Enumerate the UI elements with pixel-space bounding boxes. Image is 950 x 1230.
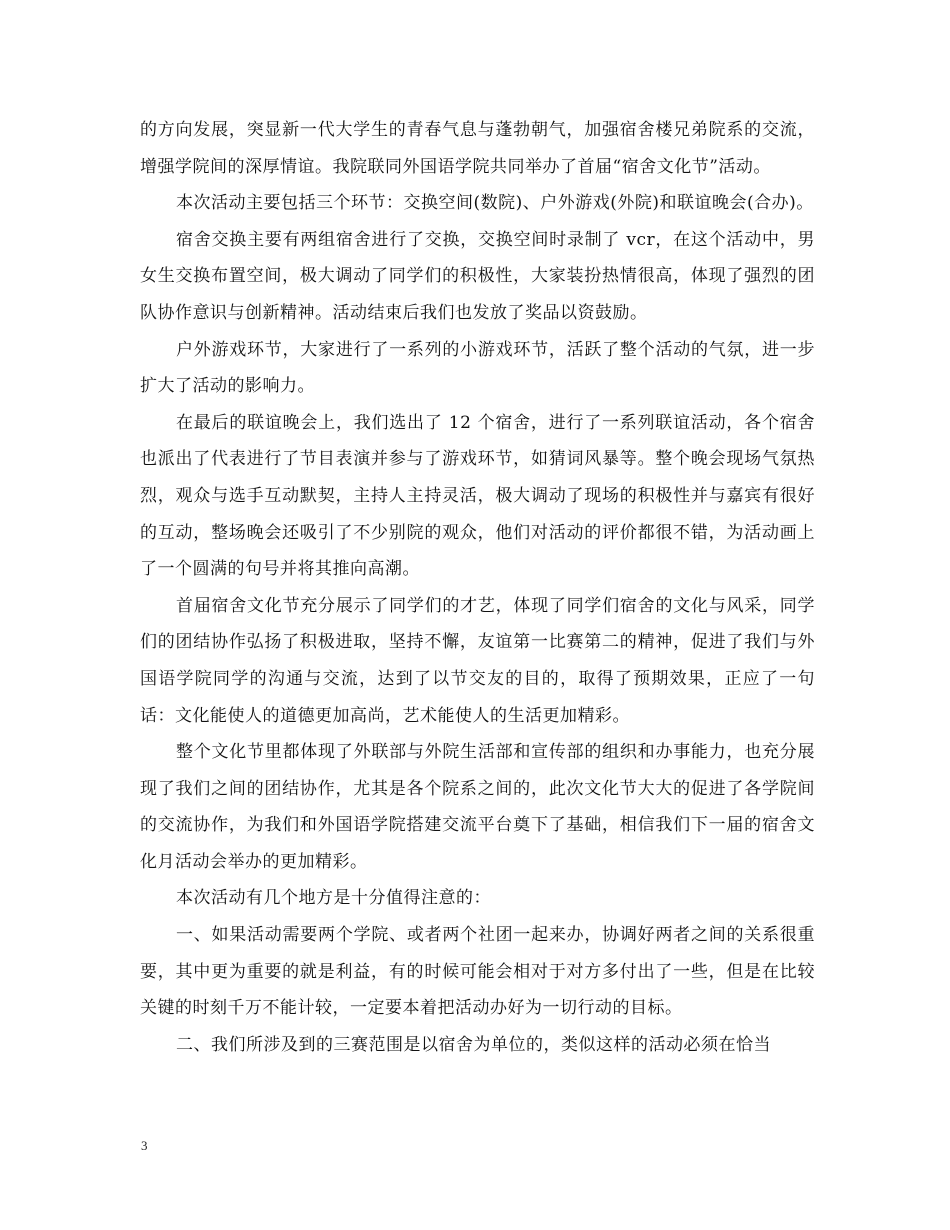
document-body <box>140 112 815 1063</box>
paragraph-4: 户外游戏环节，大家进行了一系列的小游戏环节，活跃了整个活动的气氛，进一步扩大了活动的影响力。 <box>140 339 815 397</box>
paragraph-3: 宿舍交换主要有两组宿舍进行了交换，交换空间时录制了 vcr，在这个活动中，男女生交换布置空间，极大调动了同学们的积极性，大家装扮热情很高，体现了强烈的团队协作意识与创新精神。活动结束后我们也发放了奖品以资鼓励。 <box>140 229 815 323</box>
paragraph-9: 一、如果活动需要两个学院、或者两个社团一起来办，协调好两者之间的关系很重要，其中更为重要的就是利益，有的时候可能会相对于对方多付出了一些，但是在比较关键的时刻千万不能计较，一定要本着把活动办好为一切行动的目标。 <box>140 925 815 1019</box>
paragraph-10: 二、我们所涉及到的三赛范围是以宿舍为单位的，类似这样的活动必须在恰当 <box>176 1034 771 1055</box>
paragraph-2: 本次活动主要包括三个环节：交换空间(数院)、户外游戏(外院)和联谊晚会(合办)。 <box>176 193 814 214</box>
paragraph-7: 整个文化节里都体现了外联部与外院生活部和宣传部的组织和办事能力，也充分展现了我们之间的团结协作，尤其是各个院系之间的，此次文化节大大的促进了各学院间的交流协作，为我们和外国语学院搭建交流平台奠下了基础，相信我们下一届的宿舍文化月活动会举办的更加精彩。 <box>140 742 815 872</box>
paragraph-5: 在最后的联谊晚会上，我们选出了 12 个宿舍，进行了一系列联谊活动，各个宿舍也派出了代表进行了节目表演并参与了游戏环节，如猜词风暴等。整个晚会现场气氛热烈，观众与选手互动默契，主持人主持灵活，极大调动了现场的积极性并与嘉宾有很好的互动，整场晚会还吸引了不少别院的观众，他们对活动的评价都很不错，为活动画上了一个圆满的句号并将其推向高潮。 <box>140 412 815 580</box>
page-number: 3 <box>141 1138 148 1153</box>
paragraph-6: 首届宿舍文化节充分展示了同学们的才艺，体现了同学们宿舍的文化与风采，同学们的团结协作弘扬了积极进取，坚持不懈，友谊第一比赛第二的精神，促进了我们与外国语学院同学的沟通与交流，达到了以节交友的目的，取得了预期效果，正应了一句话：文化能使人的道德更加高尚，艺术能使人的生活更加精彩。 <box>140 595 815 726</box>
paragraph-1: 的方向发展，突显新一代大学生的青春气息与蓬勃朝气，加强宿舍楼兄弟院系的交流，增强学院间的深厚情谊。我院联同外国语学院共同举办了首届“宿舍文化节”活动。 <box>140 120 815 177</box>
paragraph-8: 本次活动有几个地方是十分值得注意的： <box>176 888 491 909</box>
